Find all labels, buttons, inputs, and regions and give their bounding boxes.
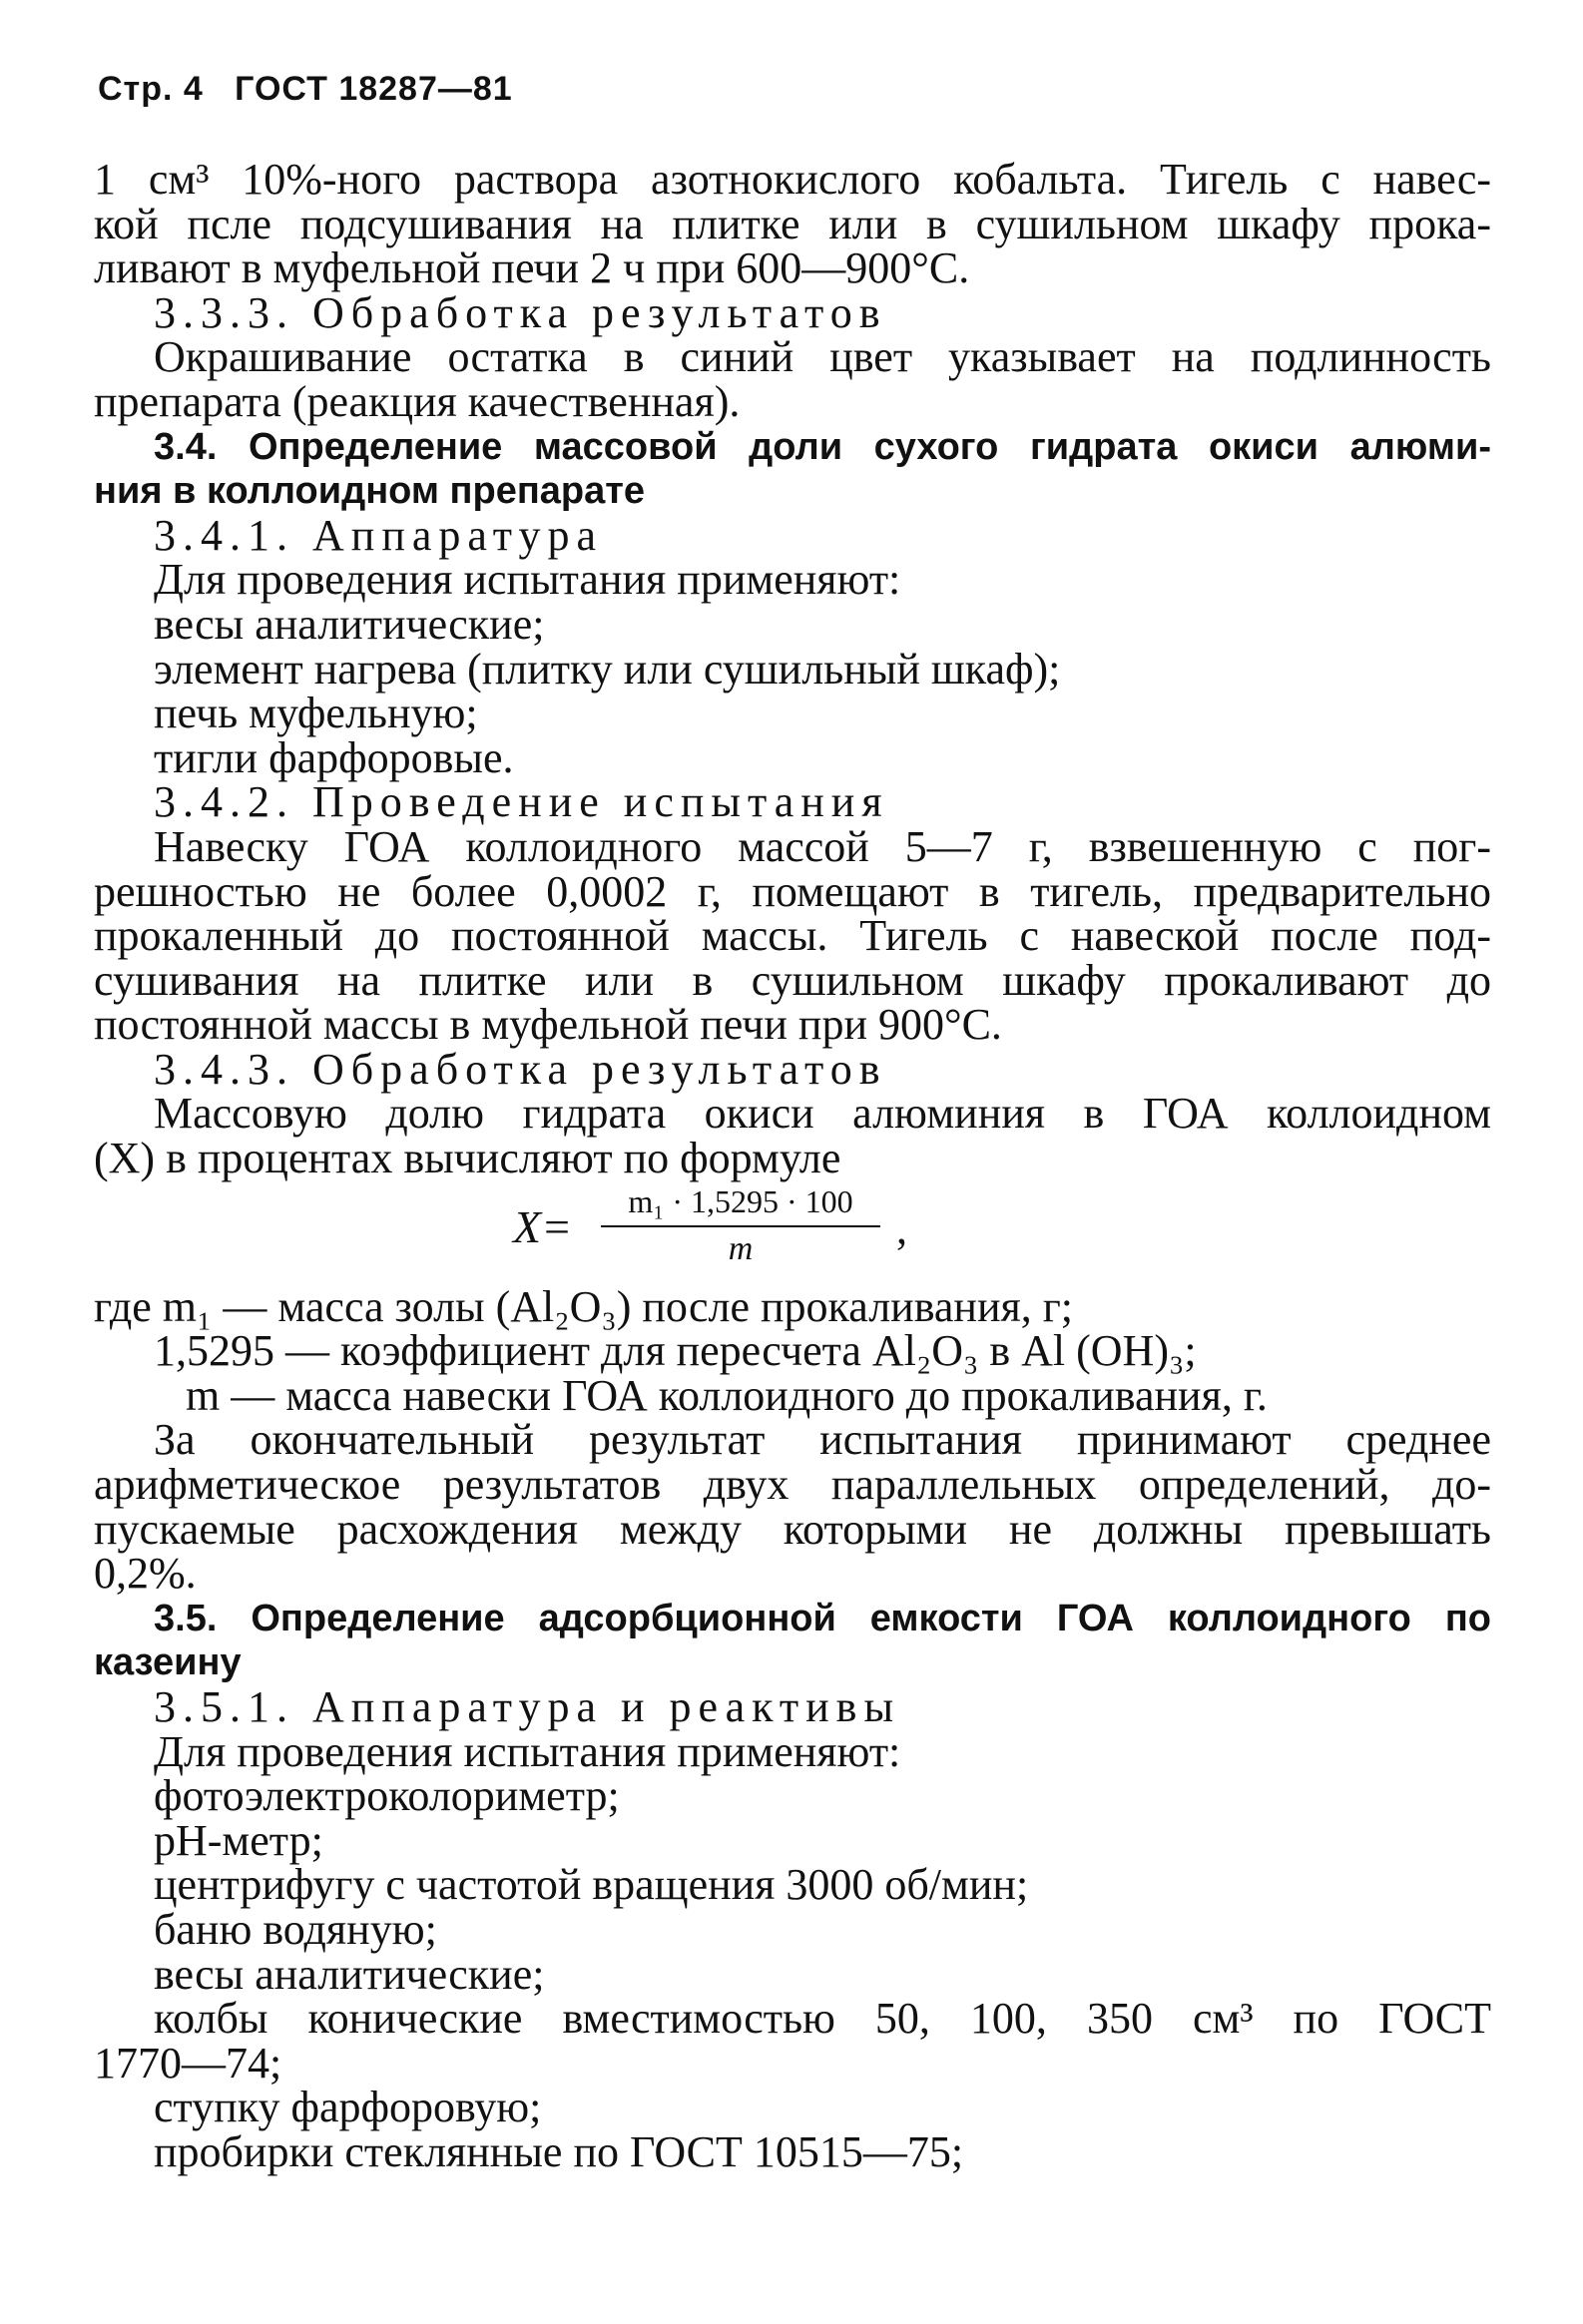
paragraph-line: Для проведения испытания применяют: (154, 555, 901, 605)
paragraph-line: 1 см³ 10%-ного раствора азотнокислого кобальта. Тигель с навес- (94, 155, 1491, 204)
formula-lhs: X= (513, 1200, 573, 1252)
page-number: Стр. 4 (98, 70, 204, 108)
section-title: 3.5. Определение адсорбционной емкости ГОА коллоидного по (154, 1597, 1491, 1639)
section-heading: 3.3.3. Обработка результатов (154, 287, 887, 337)
paragraph-line: сушивания на плитке или в сушильном шкафу прокаливают до (94, 955, 1491, 1005)
paragraph-line: прокаленный до постоянной массы. Тигель с навеской после под- (94, 911, 1491, 961)
section-heading: 3.4.2. Проведение испытания (154, 777, 889, 827)
list-item: баню водяную; (154, 1904, 437, 1954)
list-item: печь муфельную; (154, 689, 478, 738)
paragraph-line: препарата (реакция качественная). (94, 376, 741, 426)
paragraph-line: 0,2%. (94, 1549, 197, 1599)
list-item: рН-метр; (154, 1815, 323, 1865)
list-item: элемент нагрева (плитку или сушильный шкаф); (154, 644, 1061, 694)
paragraph-line: За окончательный результат испытания принимают среднее (154, 1415, 1491, 1465)
formula-denominator: m (728, 1229, 754, 1267)
legend-line: 1,5295 — коэффициент для пересчета Al₂O₃ в Al (OH)₃; (154, 1326, 1197, 1376)
paragraph-line: пускаемые расхождения между которыми не должны превышать (94, 1504, 1491, 1554)
formula (94, 1181, 1491, 1285)
paragraph-line: постоянной массы в муфельной печи при 900°С. (94, 1000, 1002, 1050)
list-item: колбы конические вместимостью 50, 100, 350 см³ по ГОСТ (154, 1994, 1491, 2044)
formula-comma: , (896, 1203, 907, 1253)
body-text (94, 155, 1491, 2176)
list-item: весы аналитические; (154, 599, 545, 649)
section-title: ния в коллоидном препарате (94, 470, 646, 513)
list-item: пробирки стеклянные по ГОСТ 10515—75; (154, 2126, 964, 2176)
list-item: центрифугу с частотой вращения 3000 об/мин; (154, 1860, 1029, 1910)
paragraph-line: (X) в процентах вычисляют по формуле (94, 1134, 841, 1183)
section-heading: 3.4.3. Обработка результатов (154, 1044, 887, 1094)
section-title: казеину (94, 1641, 242, 1684)
legend-line: m — масса навески ГОА коллоидного до прокаливания, г. (186, 1370, 1268, 1420)
paragraph-line: кой псле подсушивания на плитке или в сушильном шкафу прока- (94, 199, 1491, 248)
page-header (98, 70, 513, 109)
paragraph-line: Навеску ГОА коллоидного массой 5—7 г, взвешенную с пог- (154, 821, 1491, 871)
paragraph-line: ливают в муфельной печи 2 ч при 600—900°С. (94, 243, 970, 293)
list-item: тигли фарфоровые. (154, 732, 514, 782)
section-heading: 3.4.1. Аппаратура (154, 510, 603, 560)
standard-number: ГОСТ 18287—81 (235, 70, 513, 108)
formula-fraction (601, 1181, 880, 1271)
list-item: весы аналитические; (154, 1949, 545, 1999)
paragraph-line: Массовую долю гидрата окиси алюминия в ГОА коллоидном (154, 1089, 1491, 1139)
paragraph-line: Для проведения испытания применяют: (154, 1726, 901, 1776)
paragraph-line: решностью не более 0,0002 г, помещают в тигель, предварительно (94, 866, 1491, 916)
section-title: 3.4. Определение массовой доли сухого гидрата окиси алюми- (154, 425, 1491, 468)
list-item: ступку фарфоровую; (154, 2083, 542, 2132)
paragraph-line: Окрашивание остатка в синий цвет указывает на подлинность (154, 332, 1491, 382)
formula-numerator: m₁ · 1,5295 · 100 (601, 1181, 880, 1227)
list-item: фотоэлектроколориметр; (154, 1771, 620, 1821)
list-item: 1770—74; (94, 2038, 282, 2088)
paragraph-line: арифметическое результатов двух параллельных определений, до- (94, 1460, 1491, 1510)
section-heading: 3.5.1. Аппаратура и реактивы (154, 1682, 901, 1731)
legend-line: где m₁ — масса золы (Al₂O₃) после прокаливания, г; (94, 1281, 1074, 1331)
